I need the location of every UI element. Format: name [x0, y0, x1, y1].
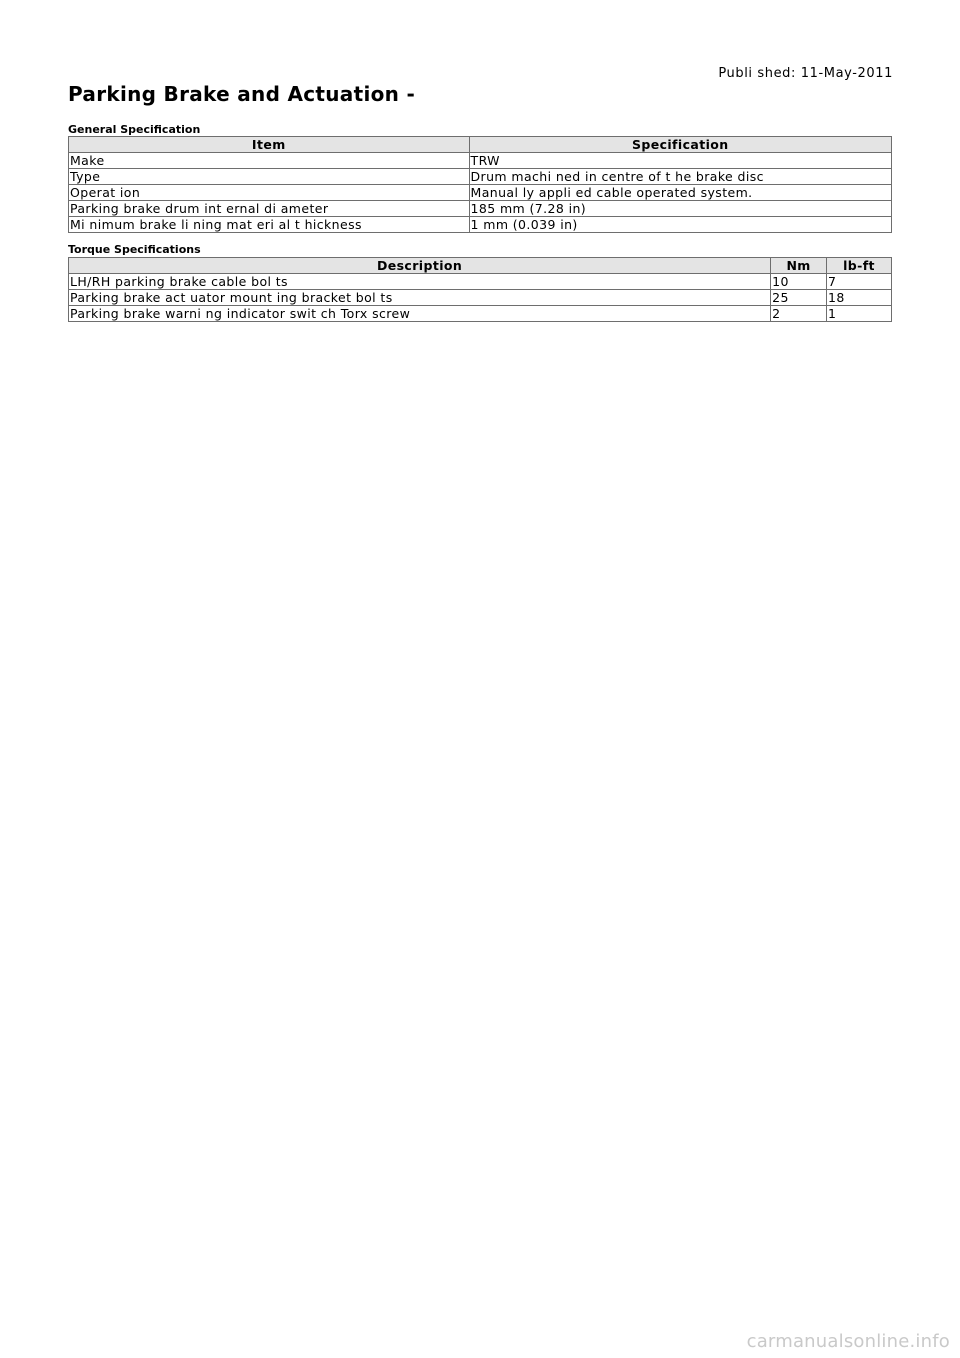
nm-cell: 2 — [771, 306, 827, 322]
column-header-specification: Specification — [469, 137, 891, 153]
column-header-nm: Nm — [771, 258, 827, 274]
table-row — [69, 274, 892, 290]
published-date: Publi shed: 11-May-2011 — [718, 66, 893, 81]
description-cell: LH/RH parking brake cable bol ts — [69, 274, 771, 290]
table-row — [69, 169, 892, 185]
table-header-row — [69, 258, 892, 274]
lb-ft-cell: 1 — [827, 306, 892, 322]
item-cell: Make — [69, 153, 470, 169]
table-row — [69, 201, 892, 217]
item-cell: Mi nimum brake li ning mat eri al t hickness — [69, 217, 470, 233]
watermark[interactable]: carmanualsonline.info — [746, 1331, 950, 1352]
specification-cell: Drum machi ned in centre of t he brake disc — [469, 169, 891, 185]
table-header-row — [69, 137, 892, 153]
general-specification-title: General Specification — [68, 123, 201, 136]
table-row — [69, 290, 892, 306]
specification-cell: 1 mm (0.039 in) — [469, 217, 891, 233]
nm-cell: 10 — [771, 274, 827, 290]
table-row — [69, 153, 892, 169]
column-header-item: Item — [69, 137, 470, 153]
item-cell: Type — [69, 169, 470, 185]
table-row — [69, 185, 892, 201]
torque-specifications-title: Torque Specifications — [68, 243, 201, 256]
description-cell: Parking brake act uator mount ing bracket bol ts — [69, 290, 771, 306]
table-row — [69, 217, 892, 233]
lb-ft-cell: 7 — [827, 274, 892, 290]
description-cell: Parking brake warni ng indicator swit ch Torx screw — [69, 306, 771, 322]
lb-ft-cell: 18 — [827, 290, 892, 306]
column-header-description: Description — [69, 258, 771, 274]
specification-cell: Manual ly appli ed cable operated system. — [469, 185, 891, 201]
torque-specifications-table — [68, 257, 892, 322]
specification-cell: TRW — [469, 153, 891, 169]
item-cell: Operat ion — [69, 185, 470, 201]
general-specification-table — [68, 136, 892, 233]
specification-cell: 185 mm (7.28 in) — [469, 201, 891, 217]
item-cell: Parking brake drum int ernal di ameter — [69, 201, 470, 217]
nm-cell: 25 — [771, 290, 827, 306]
page-title: Parking Brake and Actuation - — [68, 82, 416, 106]
column-header-lb-ft: lb-ft — [827, 258, 892, 274]
table-row — [69, 306, 892, 322]
